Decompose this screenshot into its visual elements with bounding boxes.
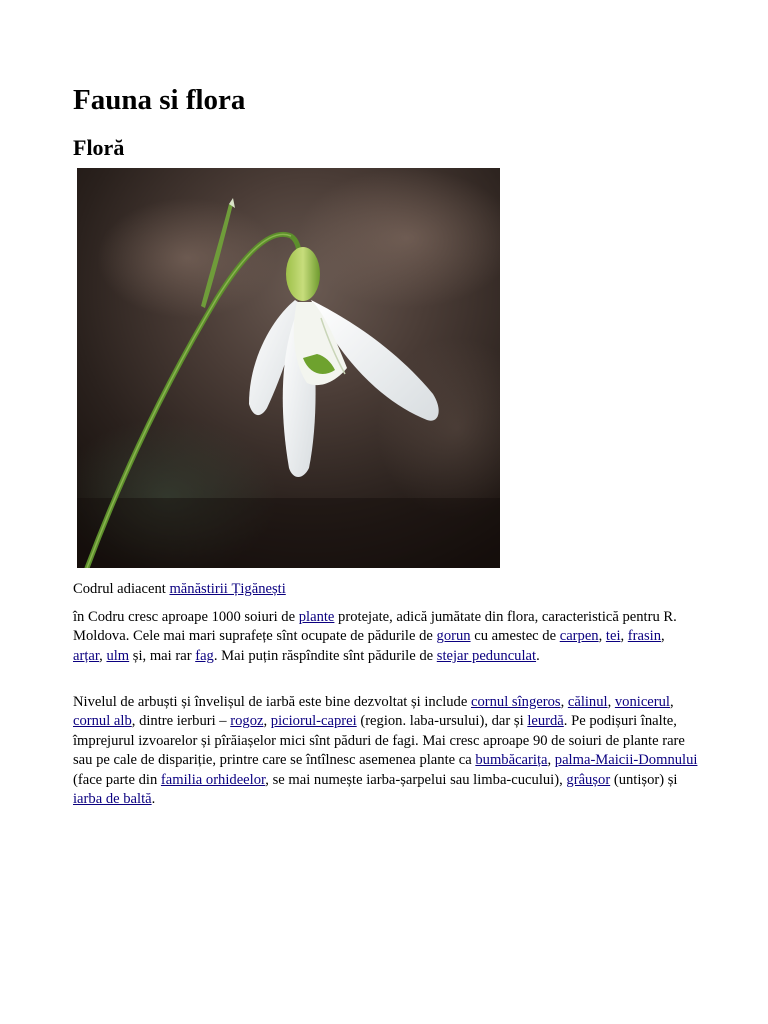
section-heading-flora: Floră (73, 135, 125, 160)
link-cornul-singeros[interactable]: cornul sîngeros (470, 694, 561, 710)
text: (untișor) și (610, 771, 678, 788)
text: , (661, 628, 665, 645)
link-calinul[interactable]: călinul (567, 694, 608, 710)
text: cu amestec de (470, 628, 560, 645)
text: , (263, 713, 271, 730)
link-vonicerul[interactable]: vonicerul (614, 694, 670, 710)
text: . (536, 647, 540, 664)
text: , dintre ierburi – (131, 713, 231, 730)
link-grausor[interactable]: grâușor (566, 771, 611, 788)
link-rogoz[interactable]: rogoz (230, 713, 264, 730)
paragraph-flora-intro (73, 608, 698, 666)
text: , (547, 752, 555, 769)
link-cornul-alb[interactable]: cornul alb (73, 713, 132, 730)
text: (face parte din (73, 771, 161, 788)
link-carpen[interactable]: carpen (559, 628, 599, 645)
text: , (560, 694, 568, 710)
text: . (151, 791, 156, 808)
text: protejate, adică jumătate din flora, caracteristică pentru R. Moldova. Cele mai mari suprafețe sînt ocupate de pădurile de (73, 609, 677, 645)
link-palma-maicii-domnului[interactable]: palma-Maicii-Domnului (554, 752, 698, 769)
page-title: Fauna si flora (73, 84, 246, 116)
link-leurda[interactable]: leurdă (527, 713, 564, 730)
text: , (598, 628, 606, 645)
text: în Codru cresc aproape 1000 soiuri de (73, 609, 299, 625)
text: , (670, 694, 674, 710)
link-stejar-pedunculat[interactable]: stejar pedunculat (436, 647, 537, 664)
text: , (607, 694, 615, 710)
text: , (620, 628, 628, 645)
link-familia-orhideelor[interactable]: familia orhideelor (160, 771, 266, 788)
text: (region. laba-ursului), dar și (356, 713, 528, 730)
caption-text: Codrul adiacent (73, 581, 170, 597)
text: . Pe podișuri înalte, împrejurul izvoarelor și pîrăiașelor mici sînt păduri de fagi. Mai cresc aproape 90 de soiuri de plante rare sau pe cale de dispariție, printre care se întîlnesc asemenea plante ca (73, 713, 685, 769)
link-iarba-de-balta[interactable]: iarba de baltă (73, 791, 152, 808)
text: și, mai rar (129, 647, 196, 664)
link-piciorul-caprei[interactable]: piciorul-caprei (270, 713, 357, 730)
link-bumbacarita[interactable]: bumbăcarița (475, 752, 548, 769)
text: Nivelul de arbuști și învelișul de iarbă este bine dezvoltat și include (73, 694, 471, 710)
link-fag[interactable]: fag (195, 647, 214, 664)
link-artar[interactable]: arțar (73, 647, 100, 664)
link-ulm[interactable]: ulm (106, 647, 130, 664)
text: , se mai numește iarba-șarpelui sau limba-cucului), (265, 771, 567, 788)
link-plante[interactable]: plante (298, 609, 335, 625)
link-frasin[interactable]: frasin (627, 628, 662, 645)
paragraph-vegetation (73, 693, 698, 809)
link-tei[interactable]: tei (605, 628, 621, 645)
link-gorun[interactable]: gorun (436, 628, 471, 645)
caption-link[interactable]: mănăstirii Țigănești (169, 581, 286, 597)
text: , (99, 647, 107, 664)
image-caption (73, 580, 693, 599)
snowdrop-photo (77, 168, 500, 568)
text: . Mai puțin răspîndite sînt pădurile de (213, 647, 437, 664)
